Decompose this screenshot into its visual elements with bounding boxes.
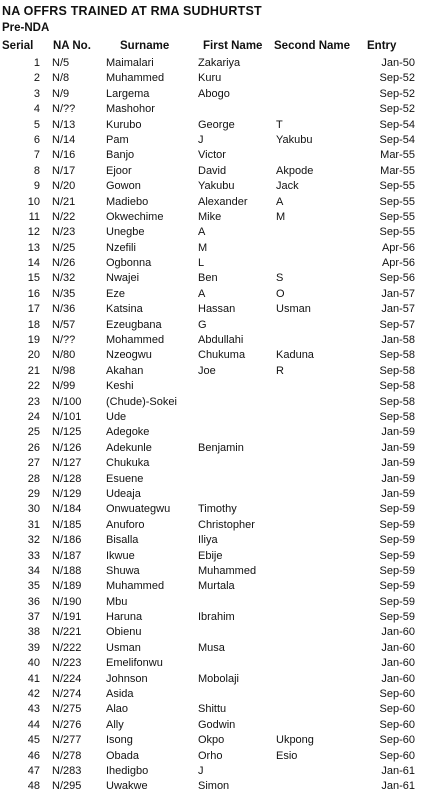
cell-surname: Banjo (106, 149, 135, 162)
cell-first-name: Victor (198, 149, 226, 162)
cell-entry: Sep-55 (379, 210, 415, 223)
cell-first-name: David (198, 164, 227, 177)
table-row (0, 133, 433, 148)
table-row (0, 641, 433, 656)
cell-serial: 30 (27, 503, 40, 516)
cell-entry: Jan-61 (381, 764, 415, 777)
cell-na-no: N/186 (52, 534, 82, 547)
cell-first-name: Alexander (198, 195, 248, 208)
cell-entry: Sep-55 (379, 195, 415, 208)
cell-surname: Ikwue (106, 549, 135, 562)
cell-entry: Sep-59 (379, 534, 415, 547)
cell-na-no: N/189 (52, 580, 82, 593)
cell-surname: Mohammed (106, 334, 165, 347)
document-subtitle: Pre-NDA (2, 22, 50, 34)
table-row (0, 733, 433, 748)
cell-surname: Mbu (106, 595, 128, 608)
cell-na-no: N/128 (52, 472, 82, 485)
cell-surname: Johnson (106, 672, 148, 685)
cell-surname: Keshi (106, 380, 134, 393)
cell-na-no: N/?? (52, 103, 76, 116)
cell-serial: 5 (33, 118, 40, 131)
cell-serial: 43 (27, 703, 40, 716)
cell-serial: 33 (27, 549, 40, 562)
cell-serial: 42 (27, 688, 40, 701)
table-row (0, 318, 433, 333)
cell-serial: 29 (27, 487, 40, 500)
cell-na-no: N/277 (52, 734, 82, 747)
cell-surname: Unegbe (106, 226, 145, 239)
cell-serial: 35 (27, 580, 40, 593)
table-row (0, 441, 433, 456)
cell-first-name: Mobolaji (198, 672, 239, 685)
table-row (0, 379, 433, 394)
cell-second-name: Esio (276, 749, 298, 762)
table-header (0, 40, 433, 54)
cell-second-name: Akpode (276, 164, 314, 177)
cell-na-no: N/223 (52, 657, 82, 670)
cell-entry: Sep-60 (379, 718, 415, 731)
cell-first-name: Musa (198, 641, 225, 654)
cell-entry: Jan-59 (381, 457, 415, 470)
table-row (0, 718, 433, 733)
cell-entry: Sep-52 (379, 72, 415, 85)
cell-first-name: Benjamin (198, 441, 244, 454)
cell-first-name: Ebije (198, 549, 223, 562)
cell-first-name: A (198, 226, 206, 239)
table-row (0, 502, 433, 517)
cell-serial: 8 (33, 164, 40, 177)
cell-first-name: Christopher (198, 518, 255, 531)
table-row (0, 118, 433, 133)
cell-entry: Sep-58 (379, 349, 415, 362)
table-row (0, 533, 433, 548)
cell-first-name: G (198, 318, 207, 331)
cell-serial: 26 (27, 441, 40, 454)
cell-first-name: A (198, 287, 206, 300)
cell-na-no: N/129 (52, 487, 82, 500)
cell-na-no: N/295 (52, 780, 82, 793)
cell-second-name: Ukpong (276, 734, 314, 747)
cell-entry: Jan-59 (381, 487, 415, 500)
table-row (0, 148, 433, 163)
cell-first-name: Abdullahi (198, 334, 244, 347)
cell-surname: Akahan (106, 364, 144, 377)
cell-second-name: T (276, 118, 283, 131)
cell-na-no: N/187 (52, 549, 82, 562)
cell-first-name: George (198, 118, 235, 131)
header-entry: Entry (367, 40, 397, 52)
cell-surname: Isong (106, 734, 133, 747)
cell-surname: Udeaja (106, 487, 141, 500)
cell-na-no: N/21 (52, 195, 76, 208)
header-first-name: First Name (203, 40, 263, 52)
cell-first-name: Zakariya (198, 57, 241, 69)
cell-na-no: N/8 (52, 72, 70, 85)
table-row (0, 595, 433, 610)
cell-entry: Sep-52 (379, 87, 415, 100)
cell-surname: Ihedigbo (106, 764, 149, 777)
cell-first-name: Ibrahim (198, 611, 235, 624)
table-row (0, 410, 433, 425)
cell-serial: 9 (33, 180, 40, 193)
cell-entry: Sep-59 (379, 611, 415, 624)
cell-na-no: N/125 (52, 426, 82, 439)
cell-entry: Apr-56 (381, 257, 415, 270)
cell-surname: Shuwa (106, 564, 140, 577)
cell-entry: Sep-58 (379, 380, 415, 393)
cell-surname: Anuforo (106, 518, 145, 531)
cell-second-name: O (276, 287, 285, 300)
cell-surname: Bisalla (106, 534, 139, 547)
cell-serial: 15 (27, 272, 40, 285)
cell-na-no: N/190 (52, 595, 82, 608)
cell-serial: 17 (27, 303, 40, 316)
table-row (0, 518, 433, 533)
table-row (0, 764, 433, 779)
cell-serial: 32 (27, 534, 40, 547)
cell-serial: 40 (27, 657, 40, 670)
cell-entry: Jan-60 (381, 626, 415, 639)
cell-na-no: N/101 (52, 410, 82, 423)
cell-surname: Maimalari (106, 57, 154, 69)
cell-first-name: Hassan (198, 303, 236, 316)
table-row (0, 287, 433, 302)
cell-na-no: N/36 (52, 303, 76, 316)
cell-first-name: Timothy (198, 503, 237, 516)
cell-serial: 46 (27, 749, 40, 762)
cell-na-no: N/278 (52, 749, 82, 762)
cell-entry: Sep-59 (379, 580, 415, 593)
header-second-name: Second Name (274, 40, 351, 52)
table-row (0, 487, 433, 502)
cell-serial: 36 (27, 595, 40, 608)
cell-serial: 6 (33, 133, 40, 146)
cell-first-name: Kuru (198, 72, 222, 85)
cell-na-no: N/100 (52, 395, 82, 408)
cell-entry: Sep-59 (379, 595, 415, 608)
cell-na-no: N/224 (52, 672, 82, 685)
cell-entry: Jan-58 (381, 334, 415, 347)
cell-second-name: Kaduna (276, 349, 314, 362)
cell-surname: Haruna (106, 611, 143, 624)
cell-serial: 2 (33, 72, 40, 85)
cell-surname: Mashohor (106, 103, 155, 116)
cell-serial: 13 (27, 241, 40, 254)
cell-entry: Sep-60 (379, 749, 415, 762)
cell-surname: Kurubo (106, 118, 142, 131)
table-row (0, 425, 433, 440)
cell-first-name: Chukuma (198, 349, 246, 362)
cell-na-no: N/32 (52, 272, 76, 285)
cell-na-no: N/184 (52, 503, 82, 516)
table-row (0, 256, 433, 271)
cell-second-name: S (276, 272, 284, 285)
cell-entry: Sep-52 (379, 103, 415, 116)
cell-serial: 12 (27, 226, 40, 239)
cell-serial: 28 (27, 472, 40, 485)
cell-first-name: M (198, 241, 208, 254)
table-row (0, 102, 433, 117)
cell-serial: 25 (27, 426, 40, 439)
cell-first-name: Shittu (198, 703, 227, 716)
cell-na-no: N/14 (52, 133, 76, 146)
cell-serial: 39 (27, 641, 40, 654)
cell-surname: Okwechime (106, 210, 164, 223)
cell-entry: Sep-54 (379, 133, 415, 146)
cell-entry: Sep-59 (379, 518, 415, 531)
table-row (0, 749, 433, 764)
table-row (0, 472, 433, 487)
cell-serial: 41 (27, 672, 40, 685)
cell-surname: Ezeugbana (106, 318, 162, 331)
cell-surname: Muhammed (106, 580, 165, 593)
cell-na-no: N/25 (52, 241, 76, 254)
cell-entry: Jan-50 (381, 57, 415, 69)
cell-serial: 10 (27, 195, 40, 208)
cell-na-no: N/275 (52, 703, 82, 716)
cell-entry: Sep-58 (379, 364, 415, 377)
cell-serial: 44 (27, 718, 40, 731)
cell-na-no: N/98 (52, 364, 76, 377)
cell-surname: Nzeogwu (106, 349, 152, 362)
cell-serial: 38 (27, 626, 40, 639)
cell-surname: Eze (106, 287, 125, 300)
cell-serial: 24 (27, 410, 40, 423)
table-row (0, 333, 433, 348)
cell-surname: Asida (106, 688, 134, 701)
cell-na-no: N/23 (52, 226, 76, 239)
cell-entry: Sep-58 (379, 410, 415, 423)
cell-entry: Sep-59 (379, 503, 415, 516)
cell-serial: 7 (33, 149, 40, 162)
cell-serial: 27 (27, 457, 40, 470)
cell-serial: 1 (33, 57, 40, 69)
cell-surname: Esuene (106, 472, 144, 485)
cell-first-name: Abogo (198, 87, 230, 100)
cell-na-no: N/221 (52, 626, 82, 639)
cell-surname: Emelifonwu (106, 657, 163, 670)
cell-first-name: Mike (198, 210, 222, 223)
cell-surname: (Chude)-Sokei (106, 395, 177, 408)
cell-surname: Nwajei (106, 272, 140, 285)
table-row (0, 579, 433, 594)
cell-surname: Adegoke (106, 426, 150, 439)
cell-second-name: Usman (276, 303, 311, 316)
table-row (0, 302, 433, 317)
cell-na-no: N/26 (52, 257, 76, 270)
cell-serial: 3 (33, 87, 40, 100)
cell-surname: Katsina (106, 303, 143, 316)
cell-serial: 21 (27, 364, 40, 377)
cell-na-no: N/276 (52, 718, 82, 731)
cell-entry: Sep-59 (379, 549, 415, 562)
cell-first-name: Ben (198, 272, 218, 285)
table-row (0, 687, 433, 702)
cell-serial: 47 (27, 764, 40, 777)
table-row (0, 702, 433, 717)
cell-first-name: Yakubu (198, 180, 235, 193)
cell-first-name: J (198, 764, 204, 777)
table-row (0, 456, 433, 471)
cell-surname: Usman (106, 641, 141, 654)
cell-na-no: N/274 (52, 688, 82, 701)
cell-na-no: N/9 (52, 87, 70, 100)
cell-entry: Jan-59 (381, 472, 415, 485)
table-row (0, 395, 433, 410)
cell-serial: 23 (27, 395, 40, 408)
cell-na-no: N/80 (52, 349, 76, 362)
document-title: NA OFFRS TRAINED AT RMA SUDHURTST (2, 4, 262, 18)
cell-na-no: N/?? (52, 334, 76, 347)
cell-na-no: N/13 (52, 118, 76, 131)
cell-na-no: N/126 (52, 441, 82, 454)
cell-entry: Jan-60 (381, 672, 415, 685)
cell-entry: Jan-61 (381, 780, 415, 793)
table-row (0, 348, 433, 363)
cell-entry: Sep-60 (379, 734, 415, 747)
table-row (0, 610, 433, 625)
cell-first-name: J (198, 133, 204, 146)
cell-second-name: A (276, 195, 284, 208)
cell-serial: 19 (27, 334, 40, 347)
table-row (0, 779, 433, 794)
cell-na-no: N/22 (52, 210, 76, 223)
cell-serial: 31 (27, 518, 40, 531)
cell-na-no: N/188 (52, 564, 82, 577)
cell-surname: Nzefili (106, 241, 136, 254)
cell-na-no: N/185 (52, 518, 82, 531)
cell-first-name: Murtala (198, 580, 235, 593)
cell-serial: 11 (28, 210, 40, 223)
cell-entry: Jan-57 (381, 287, 415, 300)
table-row (0, 549, 433, 564)
cell-first-name: Okpo (198, 734, 225, 747)
cell-surname: Ogbonna (106, 257, 152, 270)
cell-serial: 22 (27, 380, 40, 393)
cell-entry: Sep-56 (379, 272, 415, 285)
cell-entry: Sep-60 (379, 703, 415, 716)
table-row (0, 271, 433, 286)
cell-entry: Sep-55 (379, 180, 415, 193)
cell-surname: Ude (106, 410, 127, 423)
cell-entry: Sep-55 (379, 226, 415, 239)
cell-serial: 45 (27, 734, 40, 747)
cell-entry: Jan-59 (381, 426, 415, 439)
table-row (0, 564, 433, 579)
cell-second-name: M (276, 210, 286, 223)
cell-surname: Onwuategwu (106, 503, 171, 516)
cell-second-name: Yakubu (276, 133, 313, 146)
cell-serial: 4 (33, 103, 40, 116)
cell-na-no: N/35 (52, 287, 76, 300)
cell-serial: 20 (27, 349, 40, 362)
cell-first-name: Joe (198, 364, 216, 377)
cell-surname: Pam (106, 133, 129, 146)
table-row (0, 71, 433, 86)
cell-surname: Obada (106, 749, 140, 762)
cell-serial: 14 (27, 257, 40, 270)
cell-surname: Madiebo (106, 195, 149, 208)
cell-surname: Obienu (106, 626, 142, 639)
cell-entry: Jan-57 (381, 303, 415, 316)
header-serial: Serial (2, 40, 34, 52)
cell-na-no: N/20 (52, 180, 76, 193)
cell-surname: Chukuka (106, 457, 150, 470)
cell-first-name: Simon (198, 780, 230, 793)
cell-entry: Mar-55 (380, 149, 415, 162)
cell-entry: Jan-59 (381, 441, 415, 454)
cell-na-no: N/191 (52, 611, 82, 624)
cell-first-name: Muhammed (198, 564, 257, 577)
cell-surname: Alao (106, 703, 129, 716)
cell-surname: Uwakwe (106, 780, 148, 793)
cell-entry: Sep-54 (379, 118, 415, 131)
cell-entry: Sep-60 (379, 688, 415, 701)
cell-surname: Adekunle (106, 441, 152, 454)
table-row (0, 225, 433, 240)
cell-second-name: Jack (276, 180, 299, 193)
table-row (0, 195, 433, 210)
table-row (0, 164, 433, 179)
table-row (0, 56, 433, 71)
cell-surname: Muhammed (106, 72, 165, 85)
cell-first-name: L (198, 257, 205, 270)
cell-entry: Sep-59 (379, 564, 415, 577)
cell-serial: 18 (27, 318, 40, 331)
table-row (0, 625, 433, 640)
cell-entry: Jan-60 (381, 657, 415, 670)
header-na-no: NA No. (53, 40, 91, 52)
cell-surname: Ejoor (106, 164, 132, 177)
cell-entry: Sep-57 (379, 318, 415, 331)
cell-serial: 37 (27, 611, 40, 624)
header-surname: Surname (120, 40, 170, 52)
cell-serial: 16 (27, 287, 40, 300)
cell-first-name: Godwin (198, 718, 236, 731)
cell-first-name: Iliya (198, 534, 218, 547)
cell-surname: Largema (106, 87, 150, 100)
cell-surname: Gowon (106, 180, 141, 193)
cell-na-no: N/99 (52, 380, 76, 393)
cell-surname: Ally (106, 718, 124, 731)
table-body (0, 56, 433, 795)
table-row (0, 241, 433, 256)
cell-serial: 34 (27, 564, 40, 577)
cell-entry: Apr-56 (381, 241, 415, 254)
cell-first-name: Orho (198, 749, 223, 762)
table-row (0, 87, 433, 102)
cell-na-no: N/16 (52, 149, 76, 162)
table-row (0, 364, 433, 379)
cell-na-no: N/17 (52, 164, 76, 177)
table-row (0, 672, 433, 687)
cell-na-no: N/57 (52, 318, 76, 331)
cell-na-no: N/283 (52, 764, 82, 777)
cell-serial: 48 (27, 780, 40, 793)
cell-second-name: R (276, 364, 284, 377)
table-row (0, 210, 433, 225)
cell-na-no: N/222 (52, 641, 82, 654)
table-row (0, 179, 433, 194)
table-row (0, 656, 433, 671)
cell-na-no: N/5 (52, 57, 70, 69)
cell-entry: Mar-55 (380, 164, 415, 177)
cell-entry: Sep-58 (379, 395, 415, 408)
cell-entry: Jan-60 (381, 641, 415, 654)
cell-na-no: N/127 (52, 457, 82, 470)
